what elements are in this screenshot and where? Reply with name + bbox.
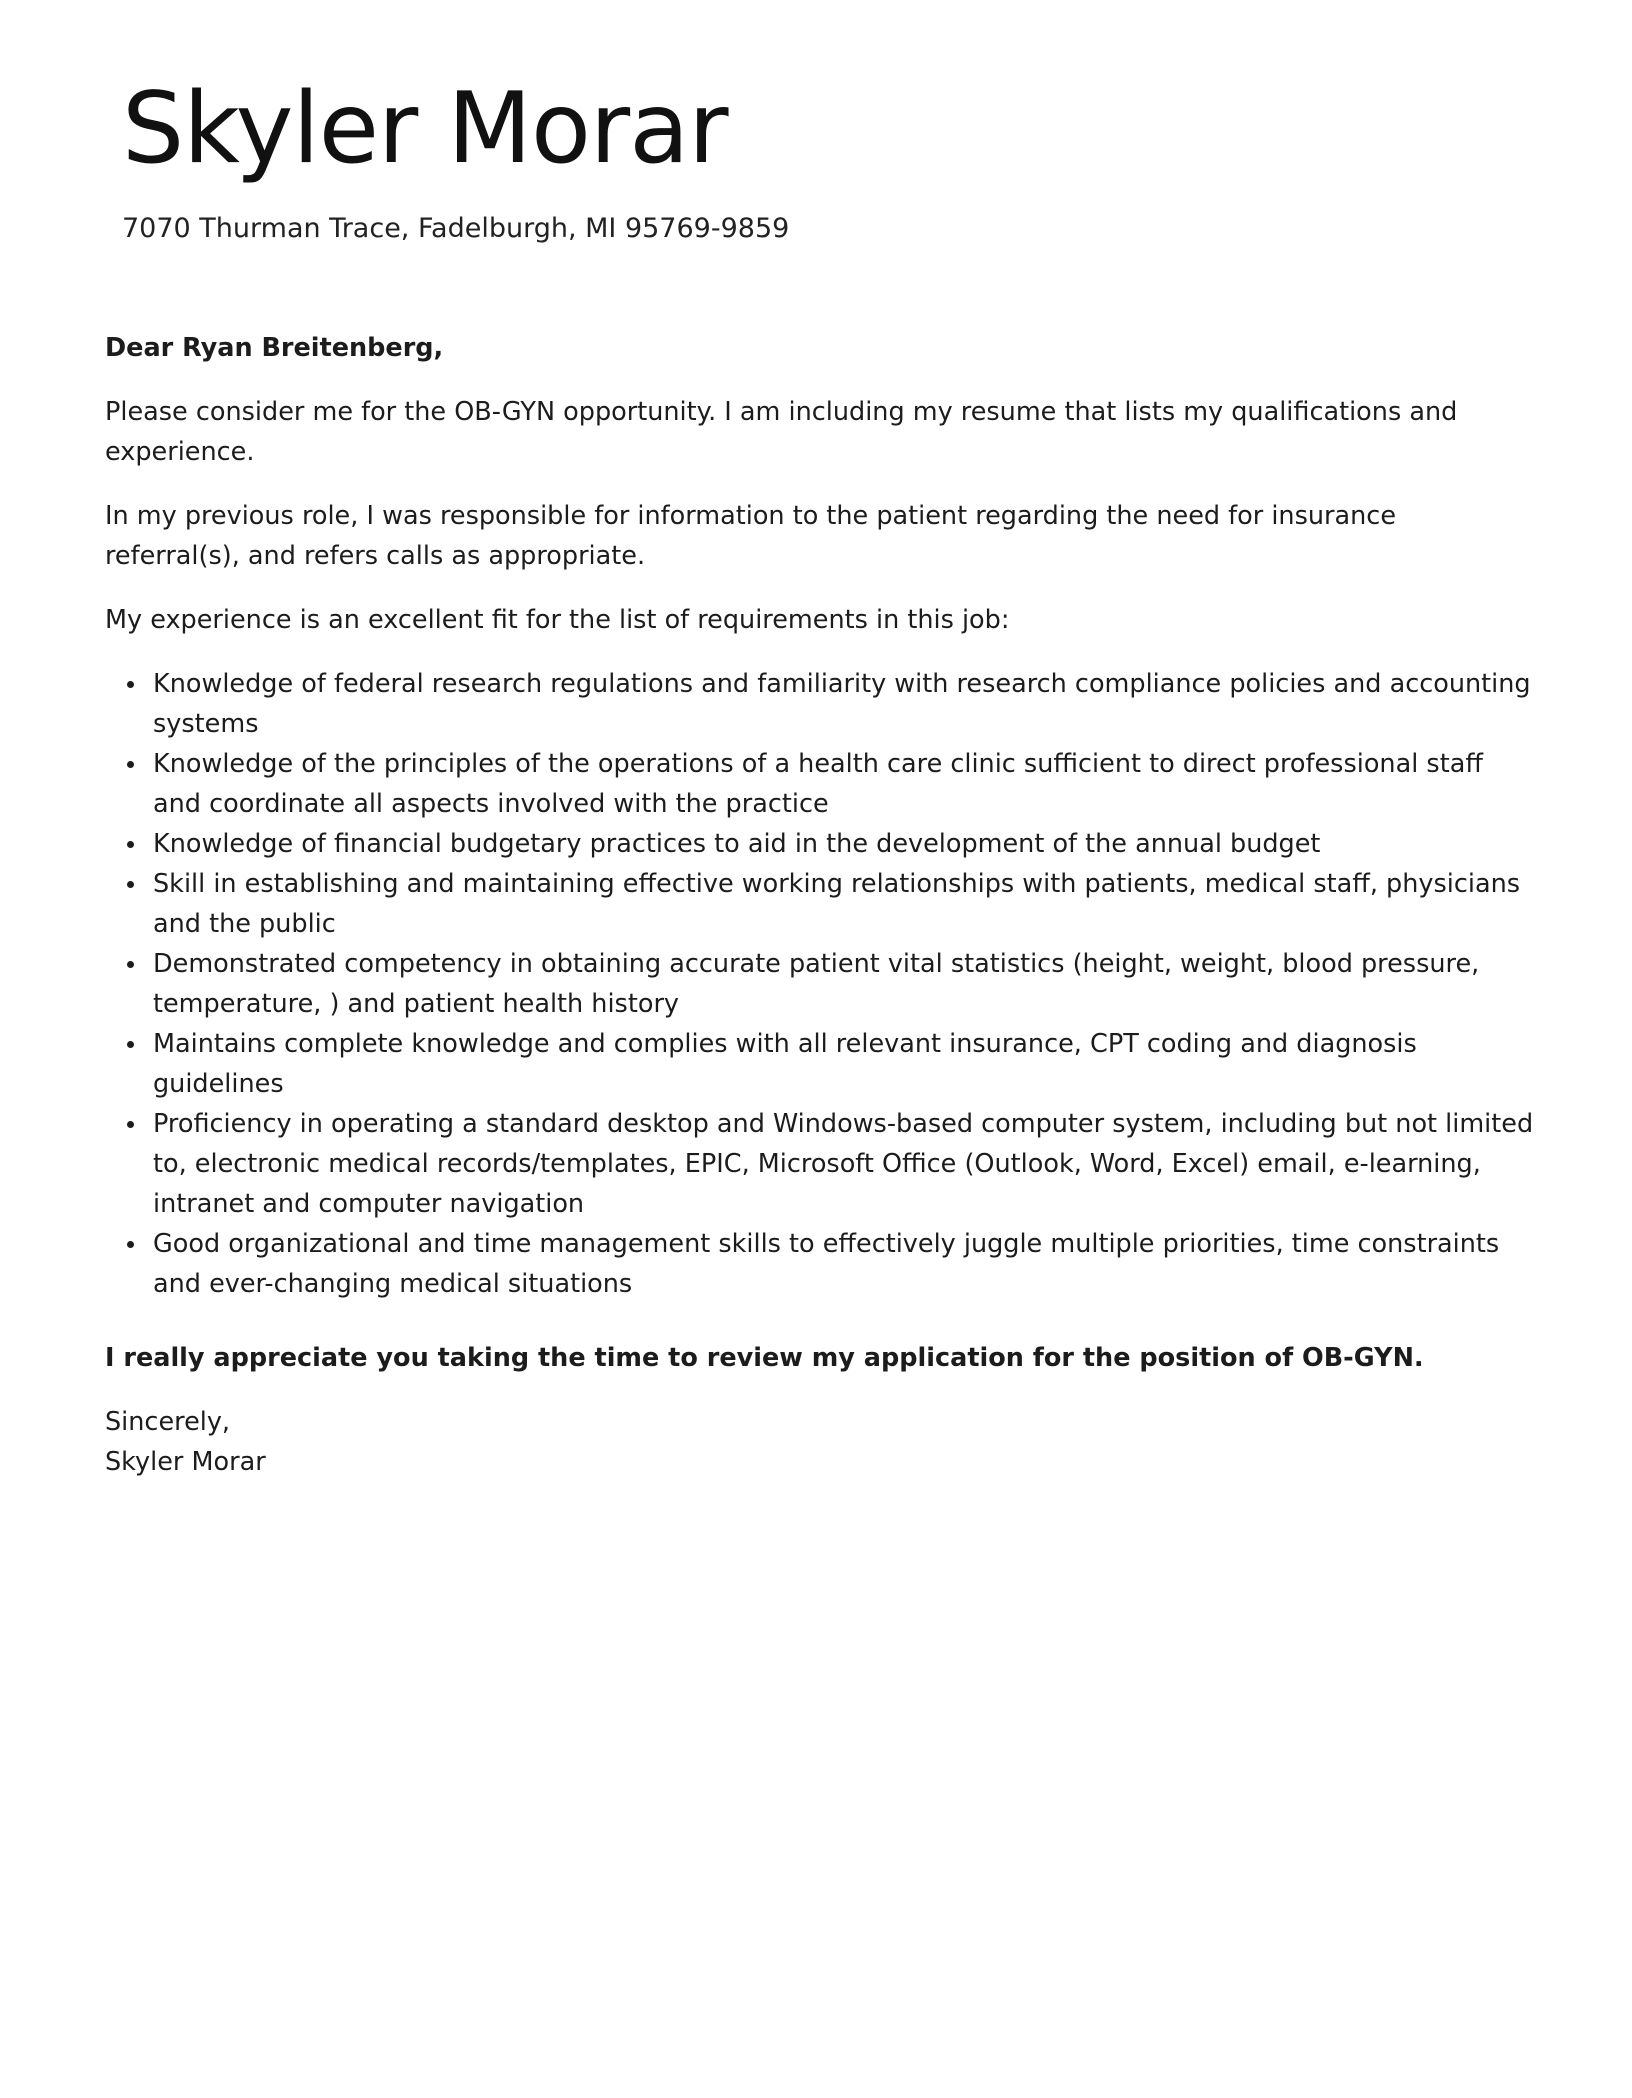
list-item: Knowledge of federal research regulations and familiarity with research compliance policies and accounting systems [153,664,1535,744]
list-item: Knowledge of the principles of the operations of a health care clinic sufficient to direct professional staff and coordinate all aspects involved with the practice [153,744,1535,824]
list-item: Proficiency in operating a standard desktop and Windows-based computer system, including but not limited to, electronic medical records/templates, EPIC, Microsoft Office (Outlook, Word, Excel) email, e-learning, intranet and computer navigation [153,1104,1535,1224]
list-item: Knowledge of financial budgetary practices to aid in the development of the annual budget [153,824,1535,864]
intro-paragraph: Please consider me for the OB-GYN opportunity. I am including my resume that lists my qualifications and experience. [105,397,1458,467]
list-item: Maintains complete knowledge and complies with all relevant insurance, CPT coding and diagnosis guidelines [153,1024,1535,1104]
list-item: Demonstrated competency in obtaining accurate patient vital statistics (height, weight, blood pressure, temperature, ) and patient health history [153,944,1535,1024]
signature: Skyler Morar [105,1447,266,1477]
list-item: Skill in establishing and maintaining effective working relationships with patients, medical staff, physicians and the public [153,864,1535,944]
sender-name: Skyler Morar [122,72,728,186]
signoff: Sincerely, [105,1407,231,1437]
requirements-intro: My experience is an excellent fit for the list of requirements in this job: [105,605,1010,635]
sender-address: 7070 Thurman Trace, Fadelburgh, MI 95769-9859 [122,213,790,244]
previous-role-paragraph: In my previous role, I was responsible for information to the patient regarding the need for insurance referral(s), and refers calls as appropriate. [105,501,1397,571]
letter-body [105,328,1535,1482]
letter-header [122,70,1522,248]
list-item: Good organizational and time management skills to effectively juggle multiple priorities, time constraints and ever-changing medical situations [153,1224,1535,1304]
closing-paragraph: I really appreciate you taking the time to review my application for the position of OB-GYN. [105,1343,1424,1373]
requirements-list [105,664,1535,1304]
signoff-block [105,1402,1535,1482]
salutation: Dear Ryan Breitenberg, [105,333,444,363]
